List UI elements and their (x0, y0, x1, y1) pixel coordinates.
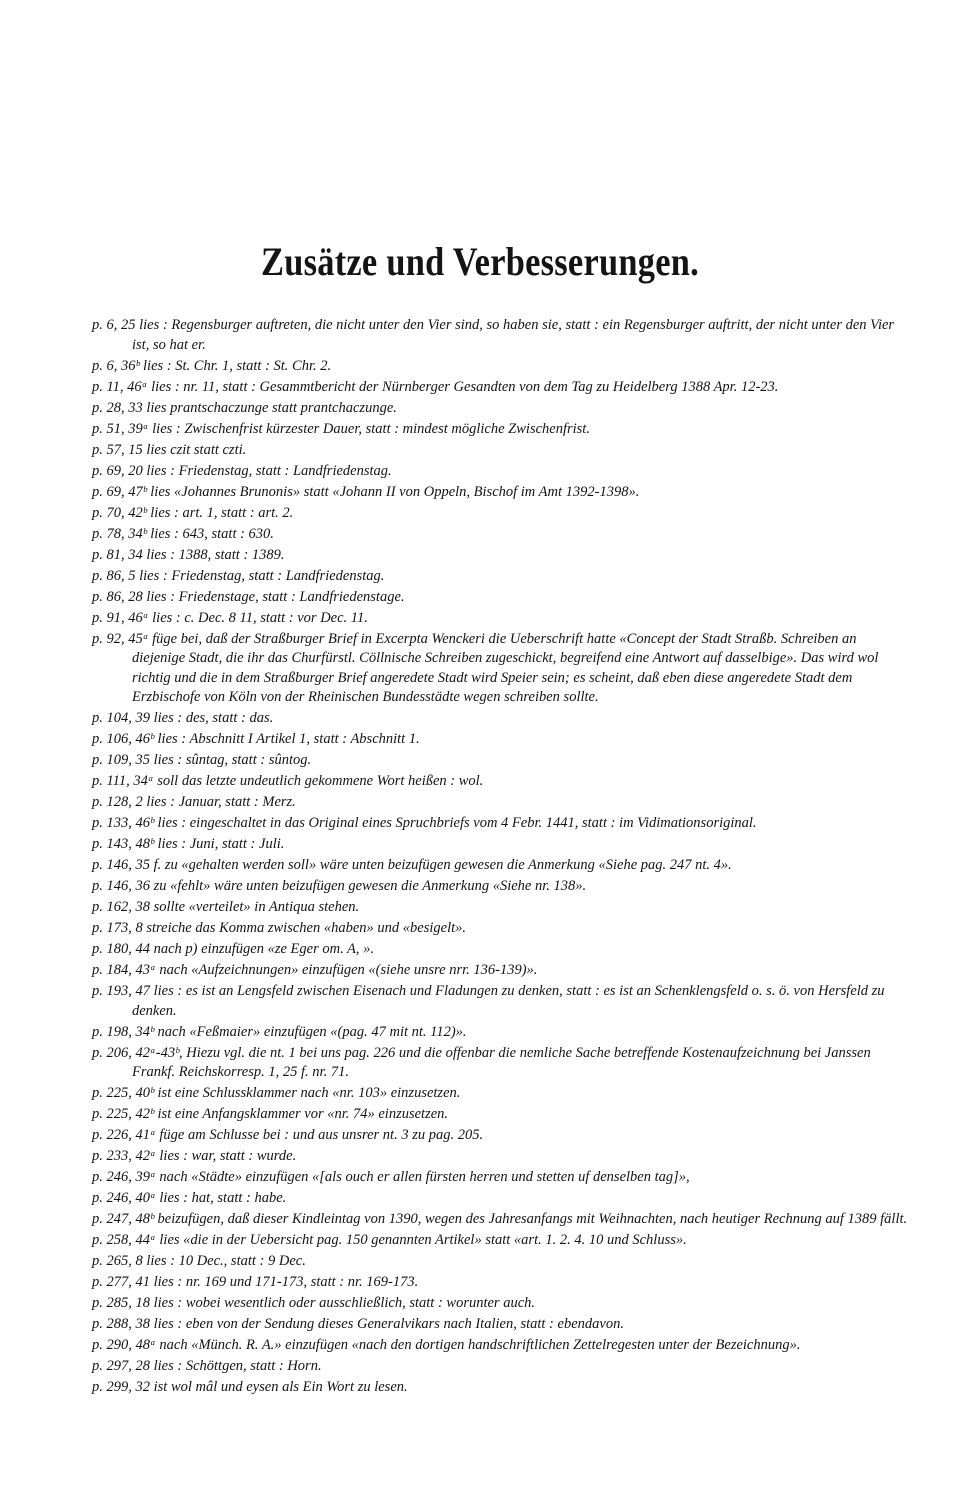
correction-entry: p. 57, 15 lies czit statt czti. (92, 441, 247, 458)
correction-entry: p. 109, 35 lies : sûntag, statt : sûntog. (92, 752, 312, 768)
correction-entry: p. 297, 28 lies : Schöttgen, statt : Horn. (92, 1358, 322, 1374)
correction-entry: p. 143, 48ᵇ lies : Juni, statt : Juli. (92, 836, 285, 852)
correction-entry: p. 233, 42ᵃ lies : war, statt : wurde. (92, 1148, 297, 1164)
correction-entry: p. 106, 46ᵇ lies : Abschnitt I Artikel 1, statt : Abschnitt 1. (92, 731, 420, 747)
correction-entry: p. 11, 46ᵃ lies : nr. 11, statt : Gesammtbericht der Nürnberger Gesandten von dem Tag zu Heidelberg 1388 Apr. 12-23. (92, 378, 779, 395)
correction-entry: p. 51, 39ᵃ lies : Zwischenfrist kürzester Dauer, statt : mindest mögliche Zwischenfrist. (92, 420, 590, 437)
correction-entry: p. 104, 39 lies : des, statt : das. (92, 710, 274, 726)
correction-entry: p. 6, 36ᵇ lies : St. Chr. 1, statt : St. Chr. 2. (92, 357, 332, 374)
correction-entry: p. 86, 28 lies : Friedenstage, statt : Landfriedenstage. (92, 588, 405, 605)
correction-entry: p. 133, 46ᵇ lies : eingeschaltet in das Original eines Spruchbriefs vom 4 Febr. 1441, statt : im Vidimationsoriginal. (92, 815, 757, 831)
correction-entry: p. 111, 34ᵃ soll das letzte undeutlich gekommene Wort heißen : wol. (92, 773, 484, 789)
correction-entry: p. 173, 8 streiche das Komma zwischen «haben» und «besigelt». (92, 920, 467, 936)
correction-entry: p. 69, 20 lies : Friedenstag, statt : Landfriedenstag. (92, 462, 392, 479)
correction-entry: p. 285, 18 lies : wobei wesentlich oder ausschließlich, statt : worunter auch. (92, 1295, 536, 1311)
correction-entry: p. 86, 5 lies : Friedenstag, statt : Landfriedenstag. (92, 567, 385, 584)
correction-entry: p. 247, 48ᵇ beizufügen, daß dieser Kindleintag von 1390, wegen des Jahresanfangs mit Weihnachten, nach heutiger Rechnung auf 1389 fällt. (92, 1211, 908, 1227)
correction-entry: p. 206, 42ᵃ-43ᵇ, Hiezu vgl. die nt. 1 bei uns pag. 226 und die offenbar die nemliche Sache betreffende Kostenaufzeichnung bei Janssen Frankf. Reichskorresp. 1, 25 f. nr. 71. (92, 1044, 871, 1080)
correction-entry: p. 277, 41 lies : nr. 169 und 171-173, statt : nr. 169-173. (92, 1274, 419, 1290)
correction-entry: p. 290, 48ᵃ nach «Münch. R. A.» einzufügen «nach den dortigen handschriftlichen Zettelregesten unter der Bezeichnung». (92, 1337, 801, 1353)
correction-entry: p. 193, 47 lies : es ist an Lengsfeld zwischen Eisenach und Fladungen zu denken, statt : es ist an Schenklengsfeld o. s. ö. von Hersfeld zu denken. (92, 983, 885, 1019)
correction-entry: p. 184, 43ᵃ nach «Aufzeichnungen» einzufügen «(siehe unsre nrr. 136-139)». (92, 962, 538, 978)
correction-entry: p. 146, 36 zu «fehlt» wäre unten beizufügen gewesen die Anmerkung «Siehe nr. 138». (92, 878, 587, 894)
correction-entry: p. 246, 40ᵃ lies : hat, statt : habe. (92, 1190, 287, 1206)
correction-entry: p. 225, 42ᵇ ist eine Anfangsklammer vor «nr. 74» einzusetzen. (92, 1106, 449, 1122)
correction-entry: p. 258, 44ᵃ lies «die in der Uebersicht pag. 150 genannten Artikel» statt «art. 1. 2. 4. 10 und Schluss». (92, 1232, 687, 1248)
correction-entry: p. 128, 2 lies : Januar, statt : Merz. (92, 794, 296, 810)
correction-entry: p. 69, 47ᵇ lies «Johannes Brunonis» statt «Johann II von Oppeln, Bischof im Amt 1392-1398». (92, 483, 640, 500)
correction-entry: p. 81, 34 lies : 1388, statt : 1389. (92, 546, 285, 563)
page-title: Zusätze und Verbesserungen. (260, 239, 699, 284)
correction-entry: p. 28, 33 lies prantschaczunge statt prantchaczunge. (92, 399, 397, 416)
correction-entry: p. 92, 45ᵃ füge bei, daß der Straßburger Brief in Excerpta Wenckeri die Ueberschrift hatte «Concept der Stadt Straßb. Schreiben an diejenige Stadt, die ihr das Churfürstl. Cöllnische Schreiben zugeschickt, begreifend eine Antwort auf dasselbige». Das wird wol richtig und die in dem Straßburger Brief angeredete Stadt wird Speier sein; es scheint, daß eben diese angeredete Stadt dem Erzbischofe von Köln von der Rheinischen Bundesstädte wegen schreiben sollte. (92, 630, 879, 705)
correction-entry: p. 180, 44 nach p) einzufügen «ze Eger om. A, ». (92, 941, 375, 957)
correction-entry: p. 91, 46ᵃ lies : c. Dec. 8 11, statt : vor Dec. 11. (92, 609, 368, 626)
correction-entry: p. 299, 32 ist wol mâl und eysen als Ein Wort zu lesen. (92, 1379, 408, 1395)
correction-entry: p. 162, 38 sollte «verteilet» in Antiqua stehen. (92, 899, 360, 915)
correction-entry: p. 70, 42ᵇ lies : art. 1, statt : art. 2. (92, 504, 294, 521)
correction-entry: p. 226, 41ᵃ füge am Schlusse bei : und aus unsrer nt. 3 zu pag. 205. (92, 1127, 484, 1143)
correction-entry: p. 146, 35 f. zu «gehalten werden soll» wäre unten beizufügen gewesen die Anmerkung «Siehe pag. 247 nt. 4». (92, 857, 732, 873)
correction-entry: p. 265, 8 lies : 10 Dec., statt : 9 Dec. (92, 1253, 306, 1269)
correction-entry: p. 198, 34ᵇ nach «Feßmaier» einzufügen «(pag. 47 mit nt. 112)». (92, 1023, 467, 1040)
correction-entry: p. 288, 38 lies : eben von der Sendung dieses Generalvikars nach Italien, statt : ebendavon. (92, 1316, 624, 1332)
correction-entry: p. 78, 34ᵇ lies : 643, statt : 630. (92, 525, 274, 542)
corrections-list (92, 316, 912, 1399)
correction-entry: p. 6, 25 lies : Regensburger auftreten, die nicht unter den Vier sind, so haben sie, statt : ein Regensburger auftritt, der nicht unter den Vier ist, so hat er. (92, 317, 895, 353)
correction-entry: p. 225, 40ᵇ ist eine Schlussklammer nach «nr. 103» einzusetzen. (92, 1085, 461, 1101)
correction-entry: p. 246, 39ᵃ nach «Städte» einzufügen «[als ouch er allen fürsten herren und stetten uf denselben tag]», (92, 1169, 690, 1185)
